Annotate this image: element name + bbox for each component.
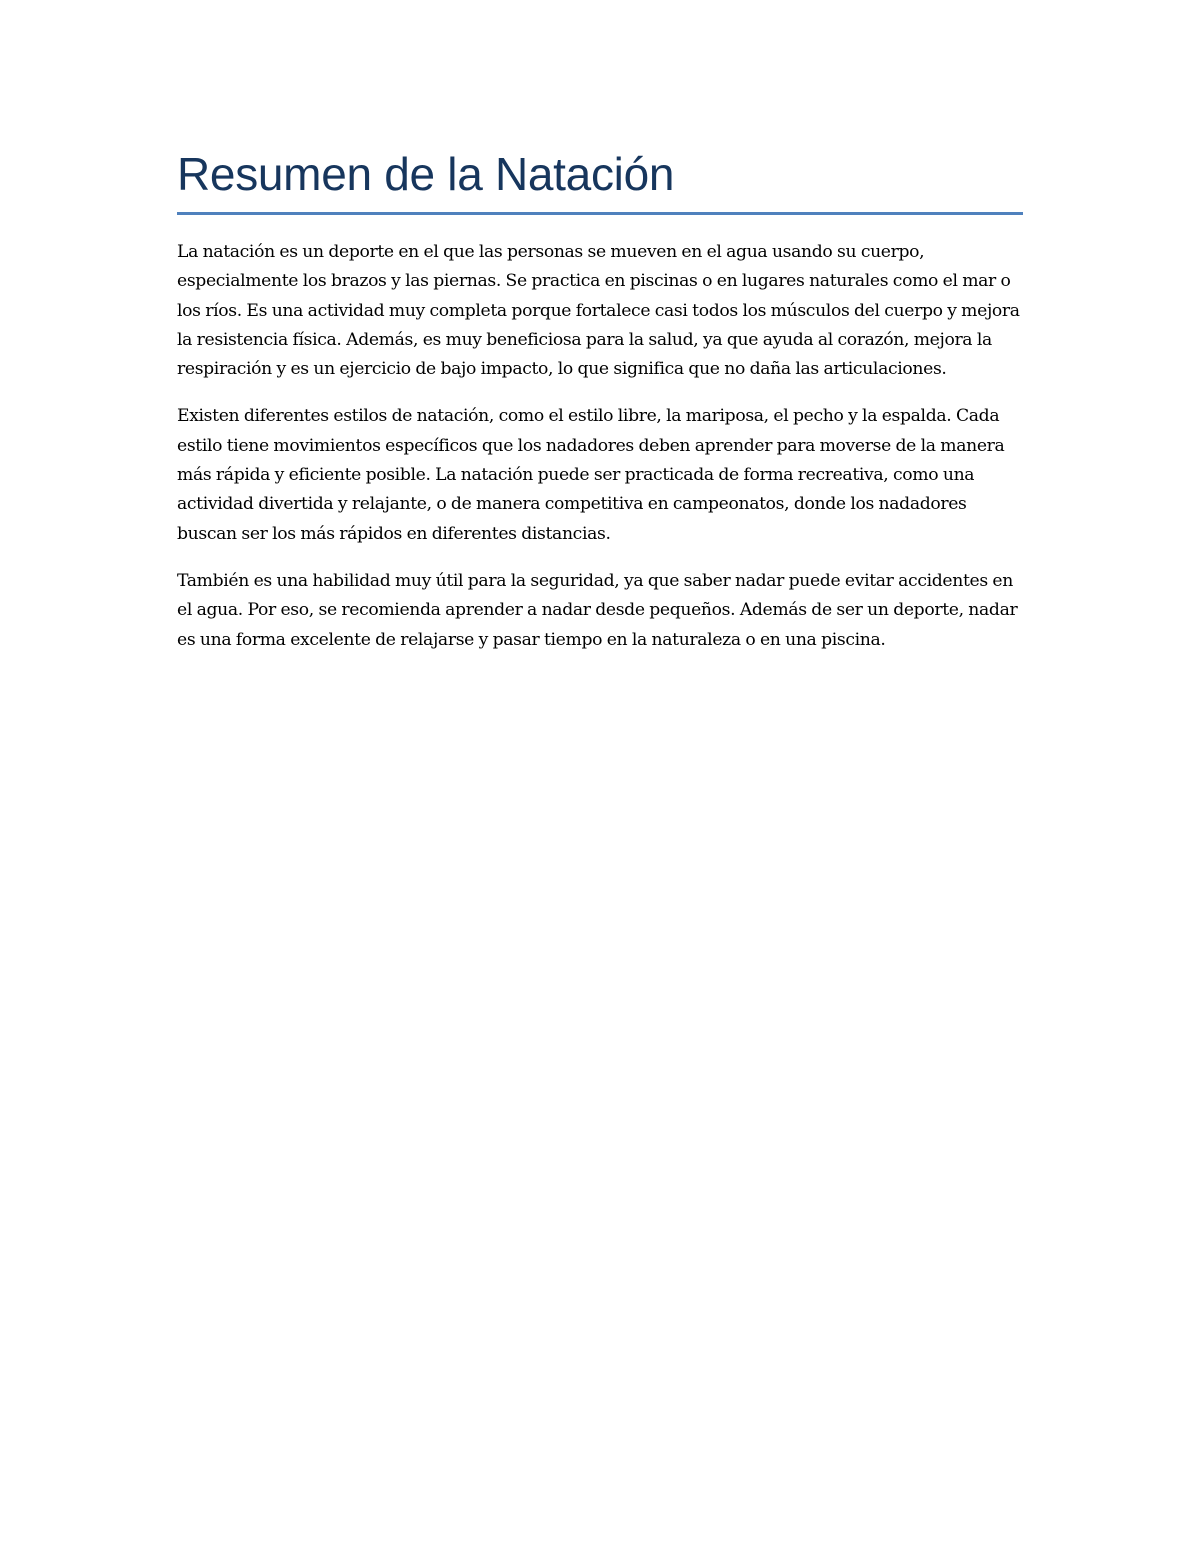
paragraph-3: También es una habilidad muy útil para la seguridad, ya que saber nadar puede evitar accidentes en el agua. Por eso, se recomienda aprender a nadar desde pequeños. Además de ser un deporte, nadar es una forma excelente de relajarse y pasar tiempo en la naturaleza o en una piscina. bbox=[177, 570, 1018, 650]
paragraph-2: Existen diferentes estilos de natación, como el estilo libre, la mariposa, el pecho y la espalda. Cada estilo tiene movimientos específicos que los nadadores deben aprender para moverse de la manera más rápida y eficiente posible. La natación puede ser practicada de forma recreativa, como una actividad divertida y relajante, o de manera competitiva en campeonatos, donde los nadadores buscan ser los más rápidos en diferentes distancias. bbox=[177, 406, 1005, 544]
paragraph-1: La natación es un deporte en el que las personas se mueven en el agua usando su cuerpo, especialmente los brazos y las piernas. Se practica en piscinas o en lugares naturales como el mar o los ríos. Es una actividad muy completa porque fortalece casi todos los músculos del cuerpo y mejora la resistencia física. Además, es muy beneficiosa para la salud, ya que ayuda al corazón, mejora la respiración y es un ejercicio de bajo impacto, lo que significa que no daña las articulaciones. bbox=[177, 242, 1020, 380]
document-content bbox=[177, 146, 1023, 673]
document-title: Resumen de la Natación bbox=[177, 146, 1023, 215]
document-body bbox=[177, 238, 1023, 655]
